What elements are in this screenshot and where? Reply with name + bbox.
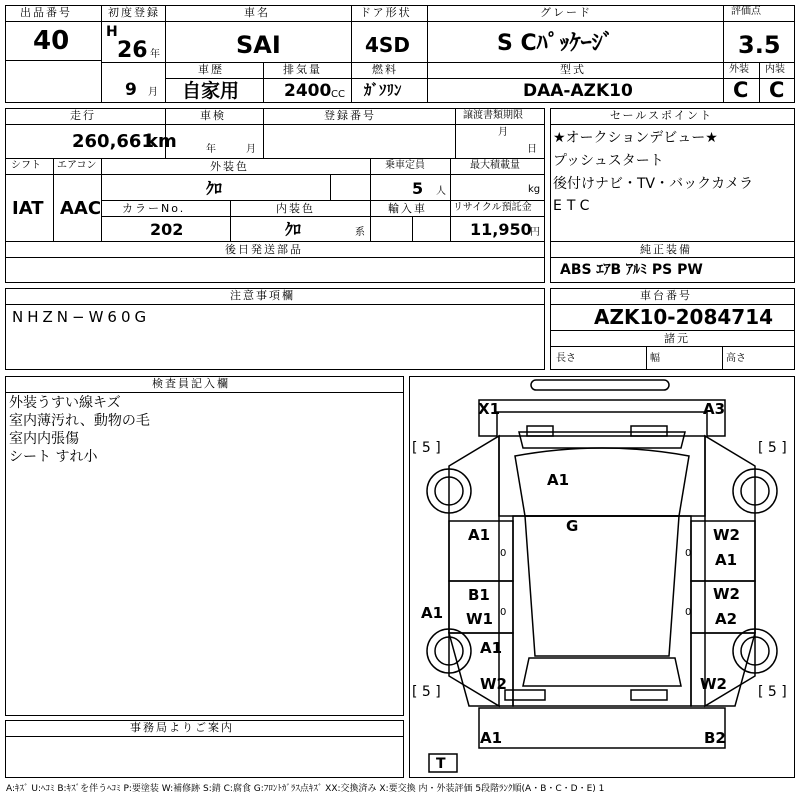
door: 4SD	[365, 33, 410, 57]
mark-hood: A1	[547, 471, 570, 489]
sales-line: 後付けナビ・TV・バックカメラ	[553, 176, 754, 192]
door-label: ドア形状	[360, 6, 412, 19]
transfer-month-unit: 月	[498, 127, 508, 138]
mark-left-side: A1	[421, 604, 444, 622]
grade-label: グレード	[540, 6, 592, 19]
ac: AAC	[60, 198, 102, 219]
year-unit: 年	[150, 49, 160, 60]
inspector-line: 室内内張傷	[9, 431, 79, 447]
mark-x1: X1	[478, 400, 501, 418]
tire-fl: [ 5 ]	[412, 440, 441, 456]
mark-fl-door: A1	[468, 526, 491, 544]
history: 自家用	[182, 80, 240, 102]
insp-year-unit: 年	[206, 144, 216, 155]
sales-line: プッシュスタート	[553, 153, 664, 169]
grade: S Cﾊﾟｯｹｰｼﾞ	[497, 31, 614, 56]
dims-length-label: 長さ	[556, 353, 576, 364]
insp-month-unit: 月	[246, 144, 256, 155]
recycle-unit: 円	[530, 227, 540, 238]
color-no: 202	[150, 220, 184, 239]
int-color-label: 内装色	[276, 202, 315, 215]
color-no-label: カラーNo.	[122, 202, 186, 215]
car-name: SAI	[236, 31, 281, 59]
sales-line: ★オークションデビュー★	[553, 130, 718, 146]
ext-color-label: 外装色	[210, 160, 249, 173]
model-label: 型式	[560, 63, 586, 76]
dims-height-label: 高さ	[726, 353, 746, 364]
model: DAA-AZK10	[523, 81, 633, 101]
int-grade: C	[769, 78, 785, 102]
max-load-label: 最大積載量	[470, 160, 520, 171]
trunk-mark: T	[436, 756, 446, 772]
mileage-label: 走行	[70, 109, 96, 122]
displacement-unit: CC	[331, 89, 345, 100]
displacement-label: 排気量	[283, 63, 322, 76]
ext-color: ｸﾛ	[206, 179, 223, 198]
ext-grade: C	[733, 78, 749, 102]
zero-mark: 0	[685, 607, 692, 618]
mileage: 260,661	[72, 131, 154, 152]
car-outline	[409, 376, 795, 778]
capacity-label: 乗車定員	[385, 160, 425, 171]
mark-bumper-left: A1	[480, 729, 503, 747]
mark-roof: G	[566, 517, 579, 535]
shift-label: シフト	[11, 160, 41, 171]
mark-rl-door2: W1	[466, 610, 493, 628]
mileage-unit: km	[146, 131, 177, 152]
tire-rr: [ 5 ]	[758, 684, 787, 700]
mark-a3: A3	[703, 400, 726, 418]
equipment-items: ABS ｴｱB ｱﾙﾐ PS PW	[560, 262, 703, 278]
shift: IAT	[12, 198, 44, 219]
chassis-label: 車台番号	[640, 289, 692, 302]
capacity-unit: 人	[436, 186, 446, 197]
mark-fr-door: W2	[713, 526, 740, 544]
max-load-unit: kg	[528, 184, 541, 195]
later-parts-label: 後日発送部品	[225, 243, 303, 256]
mark-fr-door2: A1	[715, 551, 738, 569]
reg-month: 9	[125, 80, 137, 100]
lot-no-label: 出品番号	[20, 6, 72, 19]
sales-label: セールスポイント	[610, 109, 714, 122]
inspector-line: 外装うすい線キズ	[9, 395, 121, 411]
tire-rl: [ 5 ]	[412, 684, 441, 700]
sales-line: ETC	[553, 198, 595, 214]
mark-rear-left-quarter: A1	[480, 639, 503, 657]
equipment-label: 純正装備	[640, 243, 692, 256]
displacement: 2400	[284, 81, 332, 101]
inspector-line: シート すれ小	[9, 449, 98, 465]
mark-bumper-right: B2	[704, 729, 726, 747]
int-color: ｸﾛ	[285, 220, 302, 239]
import-label: 輸入車	[388, 202, 427, 215]
inspector-label: 検査員記入欄	[152, 377, 230, 390]
dims-width-label: 幅	[650, 353, 660, 364]
int-color-unit: 系	[355, 227, 365, 238]
reg-year: 26	[117, 38, 148, 63]
notes-text: NHZN−W60G	[12, 308, 151, 326]
int-label: 内装	[765, 64, 785, 75]
month-unit: 月	[148, 87, 158, 98]
lot-no: 40	[33, 26, 70, 56]
first-reg-label: 初度登録	[108, 6, 160, 19]
mark-rr-door: W2	[713, 585, 740, 603]
mark-rear-right: W2	[700, 675, 727, 693]
mark-rear-left: W2	[480, 675, 507, 693]
zero-mark: 0	[500, 548, 507, 559]
recycle-label: リサイクル預託金	[453, 202, 532, 213]
ext-label: 外装	[729, 64, 749, 75]
fuel: ｶﾞｿﾘﾝ	[364, 81, 402, 99]
score-label: 評価点	[731, 6, 761, 17]
score: 3.5	[738, 31, 781, 59]
zero-mark: 0	[685, 548, 692, 559]
mark-rl-door: B1	[468, 586, 490, 604]
inspector-line: 室内薄汚れ、動物の毛	[9, 413, 150, 429]
era: H	[106, 24, 118, 40]
capacity: 5	[412, 179, 424, 198]
mark-rr-door2: A2	[715, 610, 738, 628]
fuel-label: 燃料	[372, 63, 398, 76]
chassis-number: AZK10-2084714	[594, 305, 774, 329]
ac-label: エアコン	[57, 160, 97, 171]
reg-no-label: 登録番号	[324, 109, 376, 122]
history-label: 車歴	[198, 63, 224, 76]
recycle: 11,950	[470, 220, 532, 239]
dims-label: 諸元	[664, 332, 690, 345]
transfer-day-unit: 日	[527, 144, 537, 155]
transfer-label: 譲渡書類期限	[463, 110, 523, 121]
office-label: 事務局よりご案内	[130, 721, 234, 734]
car-name-label: 車名	[244, 6, 270, 19]
inspection-label: 車検	[200, 109, 226, 122]
notes-label: 注意事項欄	[230, 289, 295, 302]
zero-mark: 0	[500, 607, 507, 618]
tire-fr: [ 5 ]	[758, 440, 787, 456]
legend: A:ｷｽﾞ U:ﾍｺﾐ B:ｷｽﾞを伴うﾍｺﾐ P:要塗装 W:補修跡 S:錆 C:腐食 G:ﾌﾛﾝﾄｶﾞﾗｽ点ｷｽﾞ XX:交換済み X:要交換 内・外装評価 5段階ﾗﾝｸ順(A・B・C・D・E) 1	[6, 784, 605, 794]
